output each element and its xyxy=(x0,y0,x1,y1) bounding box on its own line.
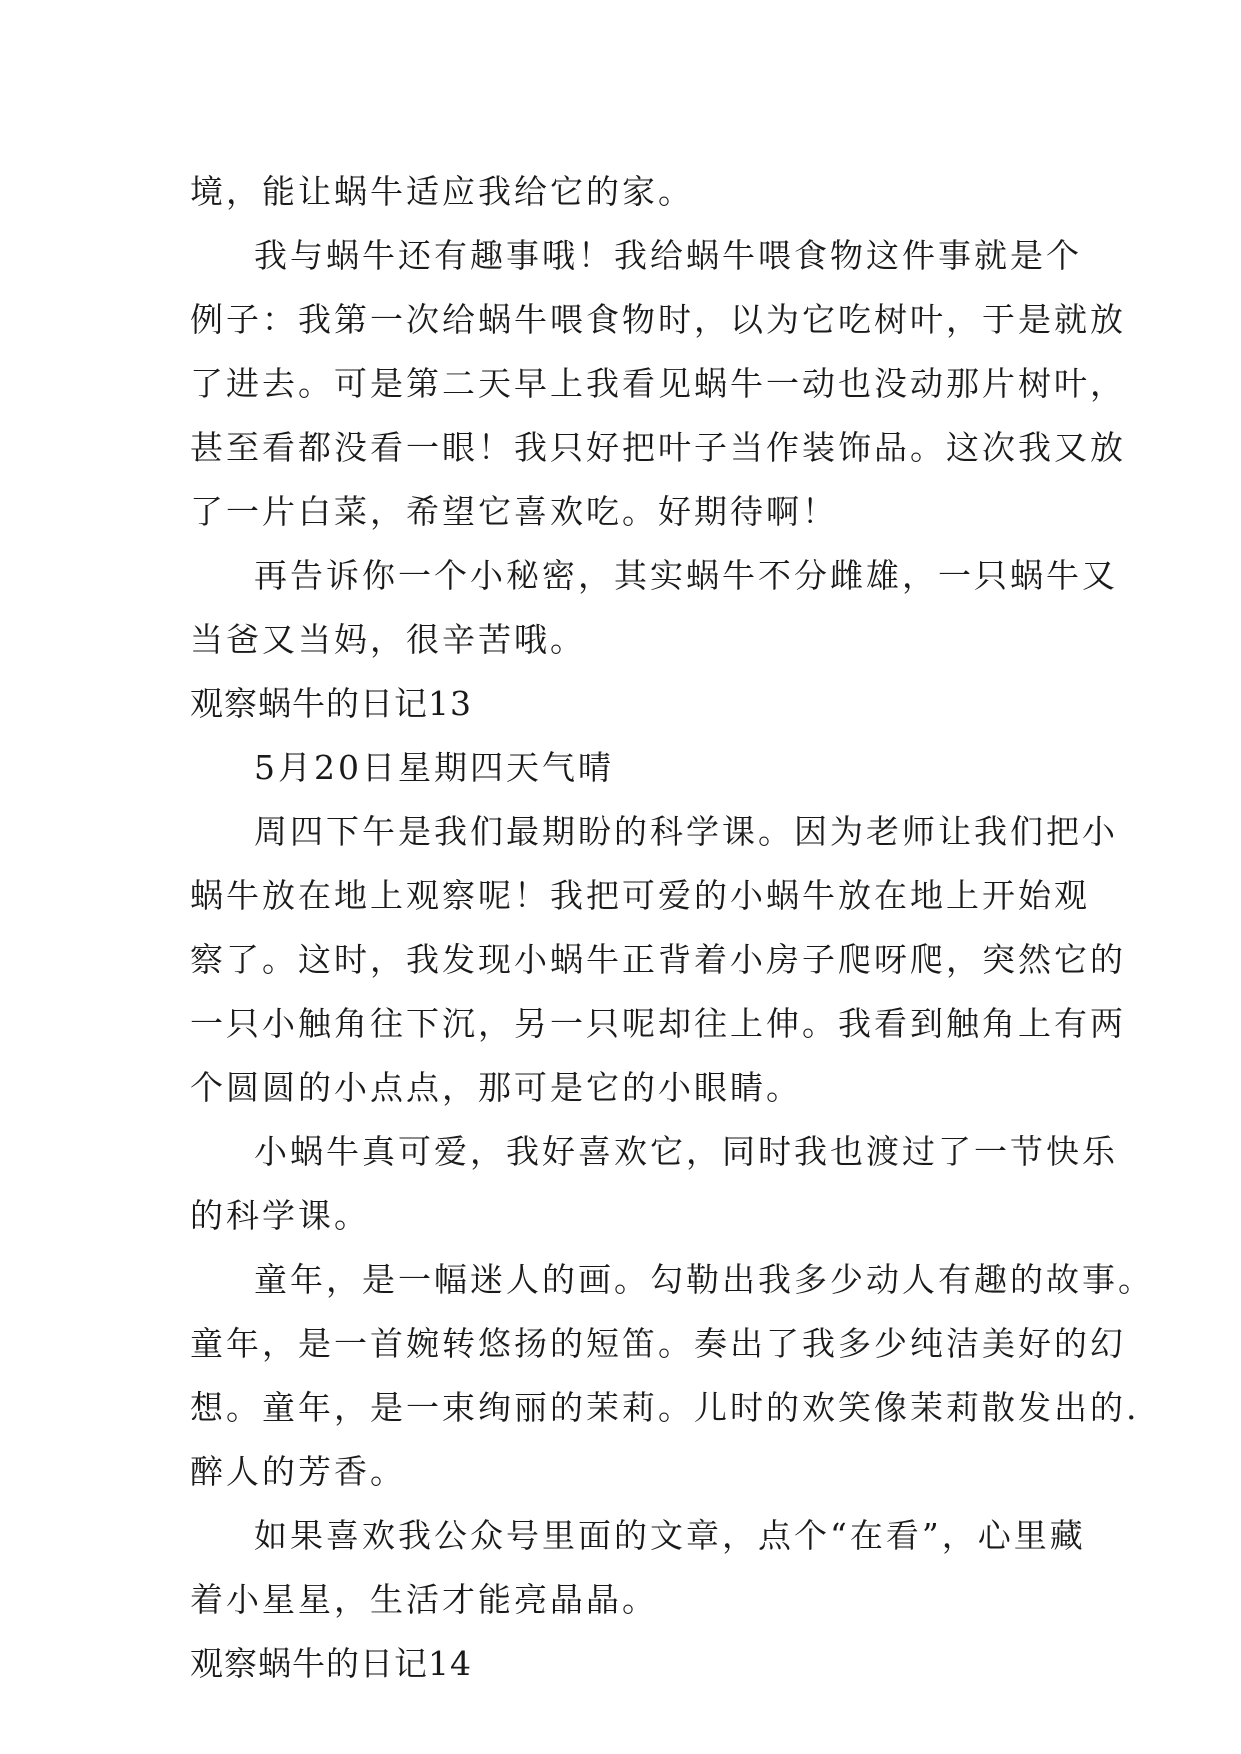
text-line: 一只小触角往下沉，另一只呢却往上伸。我看到触角上有两 xyxy=(190,1004,1126,1043)
text-line: 察了。这时，我发现小蜗牛正背着小房子爬呀爬，突然它的 xyxy=(190,940,1126,979)
paragraph-start: 童年，是一幅迷人的画。勾勒出我多少动人有趣的故事。 xyxy=(254,1260,1154,1299)
section-heading: 观察蜗牛的日记14 xyxy=(190,1644,472,1683)
paragraph-start: 我与蜗牛还有趣事哦！我给蜗牛喂食物这件事就是个 xyxy=(254,236,1082,275)
paragraph-start: 再告诉你一个小秘密，其实蜗牛不分雌雄，一只蜗牛又 xyxy=(254,556,1118,595)
text-line: 蜗牛放在地上观察呢！我把可爱的小蜗牛放在地上开始观 xyxy=(190,876,1090,915)
paragraph-start: 如果喜欢我公众号里面的文章，点个“在看”，心里藏 xyxy=(254,1516,1086,1555)
document-page xyxy=(190,160,1154,1696)
text-line: 当爸又当妈，很辛苦哦。 xyxy=(190,620,586,659)
text-line: 境，能让蜗牛适应我给它的家。 xyxy=(190,172,694,211)
section-heading: 观察蜗牛的日记13 xyxy=(190,684,472,723)
text-line: 了进去。可是第二天早上我看见蜗牛一动也没动那片树叶， xyxy=(190,364,1126,403)
text-line: 童年，是一首婉转悠扬的短笛。奏出了我多少纯洁美好的幻 xyxy=(190,1324,1126,1363)
paragraph-start: 小蜗牛真可爱，我好喜欢它，同时我也渡过了一节快乐 xyxy=(254,1132,1118,1171)
text-line: 了一片白菜，希望它喜欢吃。好期待啊！ xyxy=(190,492,838,531)
text-line: 想。童年，是一束绚丽的茉莉。儿时的欢笑像茉莉散发出的. xyxy=(190,1388,1140,1427)
text-line: 甚至看都没看一眼！我只好把叶子当作装饰品。这次我又放 xyxy=(190,428,1126,467)
text-line: 的科学课。 xyxy=(190,1196,370,1235)
text-line: 着小星星，生活才能亮晶晶。 xyxy=(190,1580,658,1619)
text-line: 醉人的芳香。 xyxy=(190,1452,406,1491)
text-line: 例子：我第一次给蜗牛喂食物时，以为它吃树叶，于是就放 xyxy=(190,300,1126,339)
paragraph-start: 周四下午是我们最期盼的科学课。因为老师让我们把小 xyxy=(254,812,1118,851)
diary-date-line: 5月20日星期四天气晴 xyxy=(254,748,614,787)
text-line: 个圆圆的小点点，那可是它的小眼睛。 xyxy=(190,1068,802,1107)
